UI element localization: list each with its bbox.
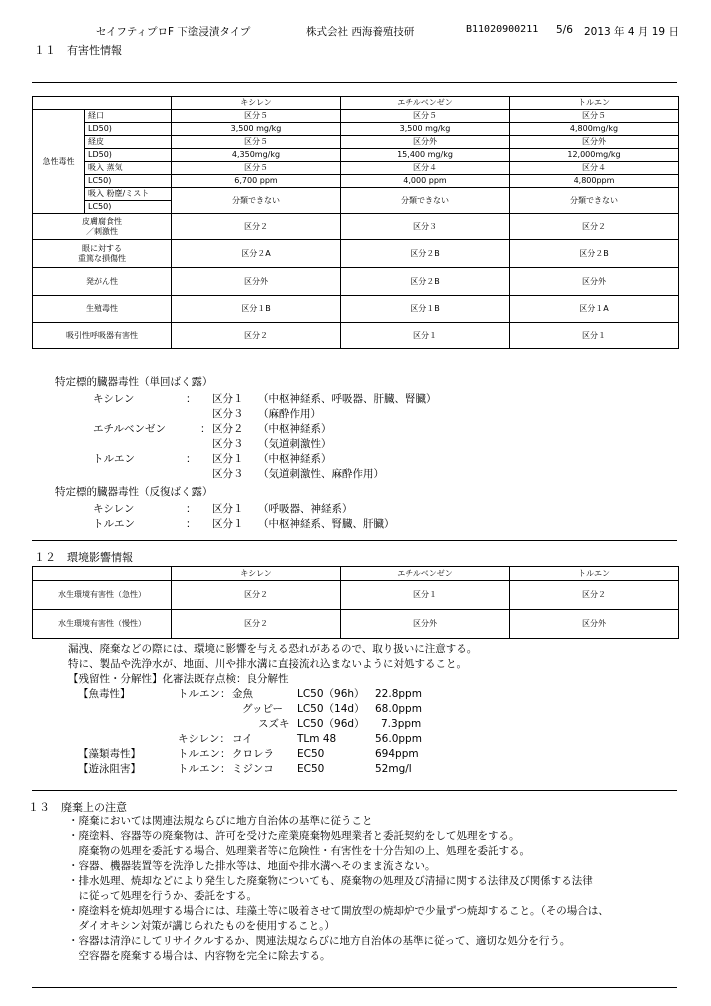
eco-value: 22.8ppm [375, 688, 422, 700]
eco-value: 694ppm [375, 748, 419, 760]
section-13-title: １３ 廃棄上の注意 [28, 801, 127, 814]
eco-value: 52mg/l [375, 763, 412, 775]
measure-label: LD50) [85, 123, 172, 136]
table-cell: 区分１ [341, 581, 510, 610]
table-cell: 区分２ [172, 610, 341, 639]
header-page: 5/6 [556, 24, 573, 36]
hazard-class: 区分１ [212, 518, 244, 530]
stot-single-block [0, 392, 711, 482]
table-cell: 区分５ [341, 110, 510, 123]
hazard-class: 区分３ [212, 438, 244, 450]
header-company: 株式会社 西海養殖技研 [306, 26, 415, 38]
table-cell: 3,500 mg/kg [172, 123, 341, 136]
column-header: キシレン [172, 97, 341, 110]
substance-name: キシレン [93, 503, 135, 515]
disposal-line: に従って処理を行うか、委託をする。 [68, 890, 257, 902]
route-label: 経口 [85, 110, 172, 123]
disposal-line: ・容器は清浄にしてリサイクルするか、関連法規ならびに地方自治体の基準に従って、適切な処分を行う。 [68, 935, 571, 947]
table-cell: 区分４ [510, 162, 679, 175]
eco-value: 68.0ppm [375, 703, 422, 715]
organ-desc: （中枢神経系） [258, 423, 332, 435]
eco-category: 【魚毒性】 [78, 688, 131, 700]
table-cell: 4,350mg/kg [172, 149, 341, 162]
stot-single-title: 特定標的臓器毒性（単回ばく露） [55, 376, 213, 388]
table-cell: 4,800mg/kg [510, 123, 679, 136]
table-cell: 区分外 [510, 268, 679, 296]
organ-desc: （気道刺激性） [258, 438, 332, 450]
test-type: EC50 [297, 748, 325, 760]
row-label-line: 重篤な損傷性 [78, 253, 126, 263]
section-12-title: １２ 環境影響情報 [34, 551, 133, 564]
row-label: 生殖毒性 [33, 296, 172, 323]
test-type: LC50（96h） [297, 688, 365, 700]
colon: ： [186, 453, 197, 465]
substance-name: エチルベンゼン [93, 423, 166, 435]
substance-name: トルエン： [178, 748, 231, 760]
route-label: 吸入 蒸気 [85, 162, 172, 175]
table-cell: 区分２ [172, 323, 341, 349]
table-cell: 区分１ [341, 323, 510, 349]
route-label: 吸入 粉塵/ミスト [85, 188, 172, 201]
table-cell: 区分２B [510, 240, 679, 268]
row-label [33, 240, 172, 268]
measure-label: LC50) [85, 175, 172, 188]
test-type: EC50 [297, 763, 325, 775]
organ-desc: （中枢神経系、呼吸器、肝臓、腎臓） [258, 393, 437, 405]
table-cell: 区分１B [172, 296, 341, 323]
table-cell: 区分外 [341, 610, 510, 639]
substance-name: トルエン： [178, 763, 231, 775]
header-product: セイフティプロF 下塗浸漬タイプ [96, 26, 251, 38]
colon: ： [200, 423, 211, 435]
eco-value: 7.3ppm [381, 718, 422, 730]
row-label-line: ／刺激性 [86, 226, 118, 236]
disposal-line: ・廃棄においては関連法規ならびに地方自治体の基準に従うこと [68, 815, 373, 827]
disposal-line: 廃棄物の処理を委託する場合、処理業者等に危険性・有害性を十分告知の上、処理を委託する。 [68, 845, 530, 857]
substance-name: トルエン [93, 518, 135, 530]
colon: ： [186, 503, 197, 515]
table-cell: 4,000 ppm [341, 175, 510, 188]
eco-data-block [0, 687, 711, 779]
divider [32, 987, 677, 988]
acute-toxicity-label: 急性毒性 [33, 110, 85, 214]
table-corner [33, 97, 172, 110]
hazard-class: 区分１ [212, 503, 244, 515]
table-cell: 区分４ [341, 162, 510, 175]
table-cell: 区分５ [510, 110, 679, 123]
table-cell: 区分１ [510, 323, 679, 349]
hazard-class: 区分３ [212, 408, 244, 420]
organ-desc: （気道刺激性、麻酔作用） [258, 468, 384, 480]
column-header: キシレン [172, 567, 341, 581]
column-header: エチルベンゼン [341, 97, 510, 110]
table-cell: 区分５ [172, 136, 341, 149]
table-cell: 分類できない [341, 188, 510, 214]
eco-note: 【残留性・分解性】化審法既存点検：良分解性 [68, 673, 289, 685]
row-label-line: 皮膚腐食性 [82, 217, 122, 227]
table-cell: 区分外 [510, 610, 679, 639]
substance-name: キシレン [93, 393, 135, 405]
column-header: トルエン [510, 97, 679, 110]
eco-note: 特に、製品や洗浄水が、地面、川や排水溝に直接流れ込まないように対処すること。 [68, 658, 467, 670]
eco-table [32, 566, 679, 639]
table-cell: 区分２A [172, 240, 341, 268]
row-label: 吸引性呼吸器有害性 [33, 323, 172, 349]
stot-repeat-title: 特定標的臓器毒性（反復ばく露） [55, 486, 213, 498]
organ-desc: （呼吸器、神経系） [258, 503, 353, 515]
table-cell: 3,500 mg/kg [341, 123, 510, 136]
table-cell: 区分２ [172, 214, 341, 240]
organ-desc: （中枢神経系、腎臓、肝臓） [258, 518, 395, 530]
table-cell: 区分５ [172, 110, 341, 123]
route-label: 経皮 [85, 136, 172, 149]
table-cell: 4,800ppm [510, 175, 679, 188]
disposal-line: ・排水処理、焼却などにより発生した廃棄物についても、廃棄物の処理及び清掃に関する法律及び関係する法律 [68, 875, 593, 887]
eco-note: 漏洩、廃棄などの際には、環境に影響を与える恐れがあるので、取り扱いに注意する。 [68, 643, 478, 655]
table-cell: 区分２B [341, 268, 510, 296]
column-header: トルエン [510, 567, 679, 581]
eco-category: 【藻類毒性】 [78, 748, 141, 760]
table-cell: 区分外 [510, 136, 679, 149]
row-label [33, 214, 172, 240]
eco-category: 【遊泳阻害】 [78, 763, 141, 775]
disposal-line: ダイオキシン対策が講じられたものを使用すること。） [68, 920, 335, 932]
section-11-title: １１ 有害性情報 [34, 44, 122, 57]
header-date: 2013 年 4 月 19 日 [584, 26, 679, 38]
species: スズキ [258, 718, 290, 730]
table-corner [33, 567, 172, 581]
table-cell: 区分２ [510, 214, 679, 240]
table-cell: 15,400 mg/kg [341, 149, 510, 162]
test-type: TLm 48 [297, 733, 337, 745]
divider [32, 82, 677, 83]
row-label: 発がん性 [33, 268, 172, 296]
table-cell: 分類できない [510, 188, 679, 214]
species: 金魚 [232, 688, 253, 700]
disposal-line: ・廃塗料を焼却処理する場合には、珪藻土等に吸着させて開放型の焼却炉で少量ずつ焼却すること。（その場合は、 [68, 905, 609, 917]
row-label: 水生環境有害性（急性） [33, 581, 172, 610]
table-cell: 分類できない [172, 188, 341, 214]
table-cell: 区分５ [172, 162, 341, 175]
measure-label: LC50) [85, 201, 172, 214]
test-type: LC50（96d） [297, 718, 365, 730]
hazard-class: 区分１ [212, 393, 244, 405]
species: クロレラ [232, 748, 274, 760]
disposal-line: ・容器、機器装置等を洗浄した排水等は、地面や排水溝へそのまま流さない。 [68, 860, 436, 872]
table-cell: 区分２ [172, 581, 341, 610]
eco-value: 56.0ppm [375, 733, 422, 745]
table-cell: 区分２B [341, 240, 510, 268]
header-code: B11020900211 [466, 24, 539, 35]
colon: ： [186, 393, 197, 405]
table-cell: 区分３ [341, 214, 510, 240]
species: コイ [232, 733, 253, 745]
hazard-class: 区分３ [212, 468, 244, 480]
hazard-table [32, 96, 679, 349]
table-cell: 12,000mg/kg [510, 149, 679, 162]
substance-name: キシレン： [178, 733, 230, 745]
test-type: LC50（14d） [297, 703, 365, 715]
row-label-line: 眼に対する [82, 244, 122, 254]
row-label: 水生環境有害性（慢性） [33, 610, 172, 639]
substance-name: トルエン [93, 453, 135, 465]
divider [32, 790, 677, 791]
table-cell: 区分外 [172, 268, 341, 296]
table-cell: 区分１B [341, 296, 510, 323]
colon: ： [186, 518, 197, 530]
hazard-class: 区分１ [212, 453, 244, 465]
substance-name: トルエン： [178, 688, 231, 700]
species: ミジンコ [232, 763, 274, 775]
disposal-line: ・廃塗料、容器等の廃棄物は、許可を受けた産業廃棄物処理業者と委託契約をして処理をする。 [68, 830, 520, 842]
measure-label: LD50) [85, 149, 172, 162]
organ-desc: （中枢神経系） [258, 453, 332, 465]
disposal-line: 空容器を廃棄する場合は、内容物を完全に除去する。 [68, 950, 331, 962]
table-cell: 6,700 ppm [172, 175, 341, 188]
divider [32, 540, 677, 541]
table-cell: 区分１A [510, 296, 679, 323]
organ-desc: （麻酔作用） [258, 408, 321, 420]
table-cell: 区分２ [510, 581, 679, 610]
hazard-class: 区分２ [212, 423, 244, 435]
table-cell: 区分外 [341, 136, 510, 149]
species: グッピー [242, 703, 284, 715]
column-header: エチルベンゼン [341, 567, 510, 581]
